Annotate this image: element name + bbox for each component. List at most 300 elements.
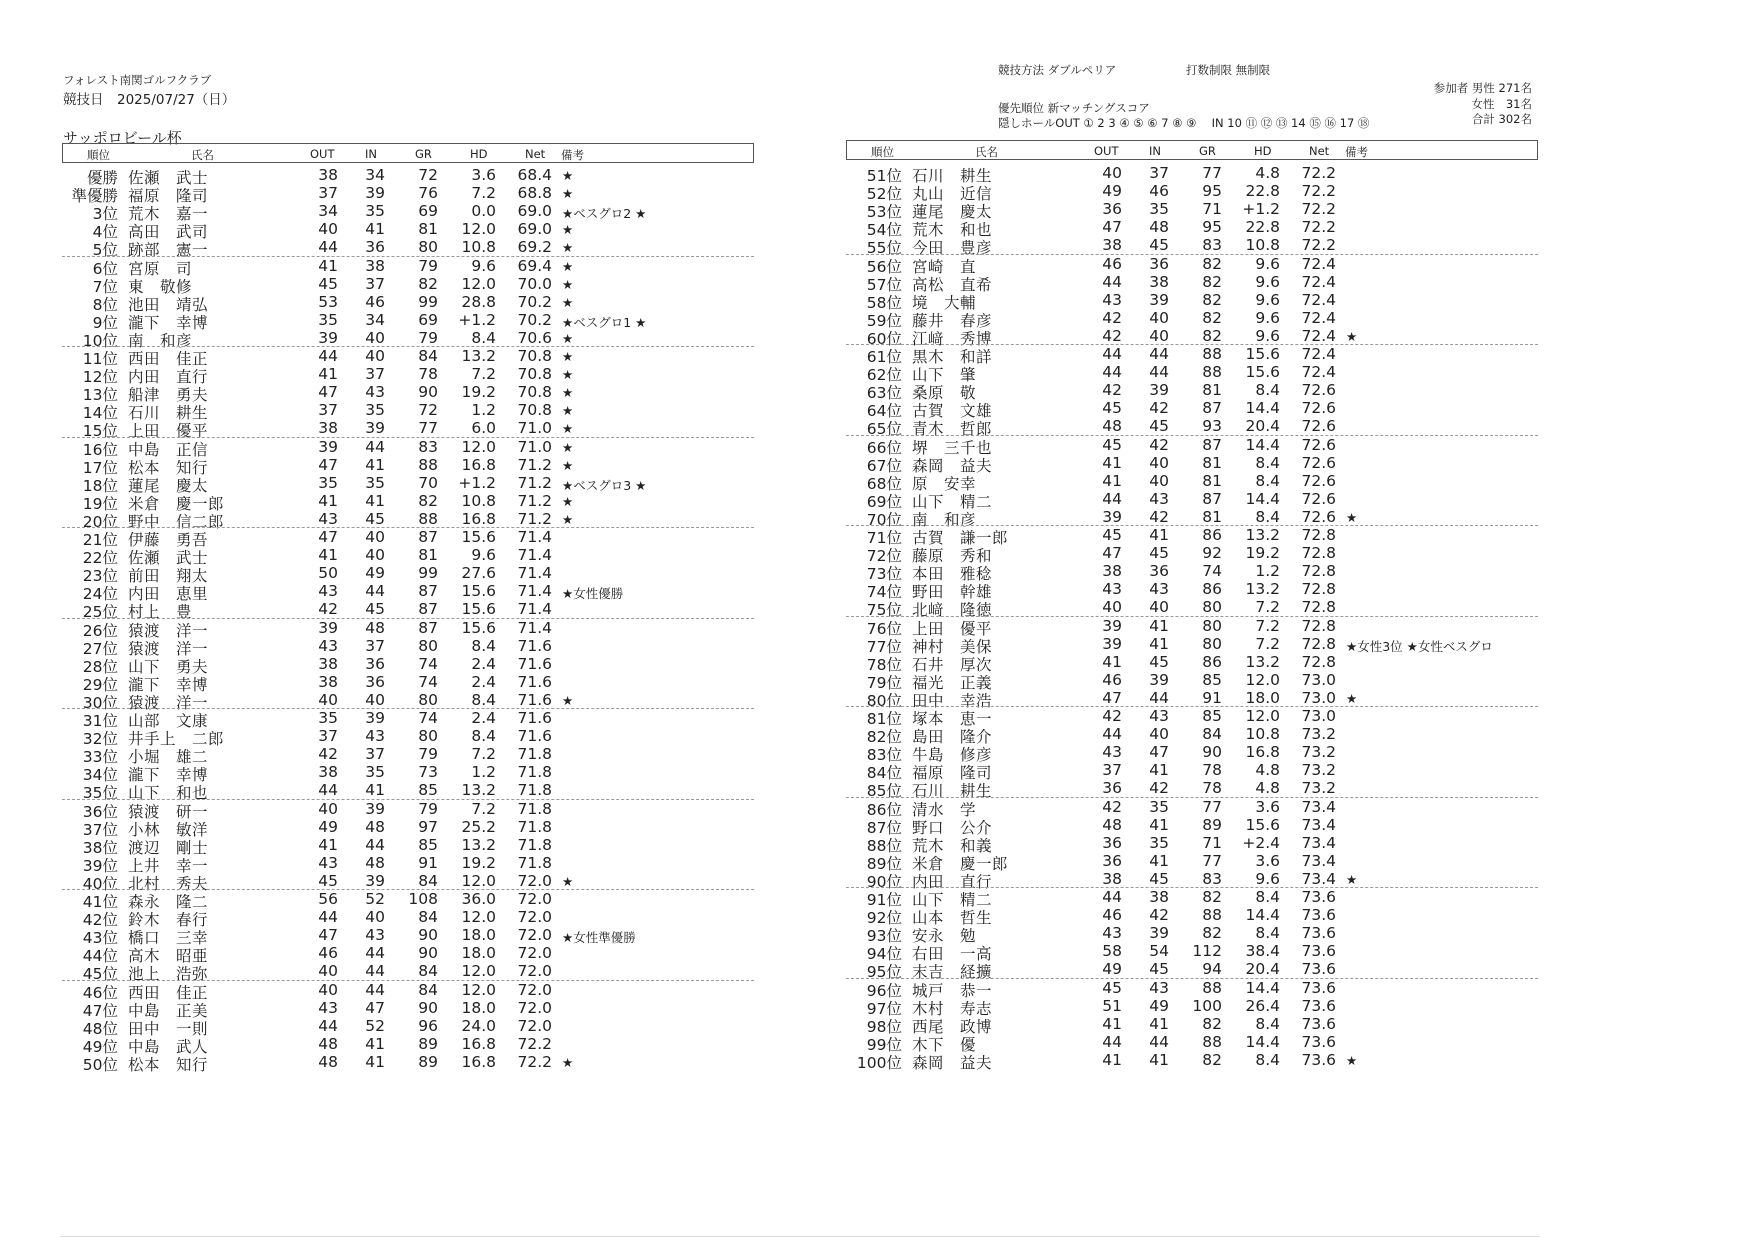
cell-hd: 2.4 bbox=[471, 654, 496, 673]
table-row bbox=[62, 637, 762, 657]
table-row bbox=[62, 619, 762, 639]
cell-hd: 14.4 bbox=[1245, 435, 1280, 454]
cell-in: 46 bbox=[365, 292, 385, 311]
cell-hd: 16.8 bbox=[1245, 743, 1280, 762]
cell-hd: 14.4 bbox=[1245, 1032, 1280, 1051]
cell-out: 44 bbox=[1102, 489, 1122, 508]
cell-out: 43 bbox=[1102, 580, 1122, 599]
cell-name: 島田 隆介 bbox=[912, 728, 993, 747]
cell-hd: 1.2 bbox=[471, 763, 496, 782]
cell-out: 43 bbox=[318, 853, 338, 872]
cell-in: 39 bbox=[1149, 290, 1169, 309]
table-row bbox=[62, 999, 762, 1019]
cell-net: 71.6 bbox=[517, 690, 552, 709]
cell-in: 40 bbox=[365, 347, 385, 365]
cell-out: 36 bbox=[1102, 833, 1122, 852]
cell-net: 73.4 bbox=[1301, 851, 1336, 870]
cell-name: 丸山 近信 bbox=[912, 185, 993, 204]
cell-gr: 91 bbox=[418, 853, 438, 872]
cell-net: 73.6 bbox=[1301, 888, 1336, 906]
cell-out: 45 bbox=[1102, 978, 1122, 997]
cell-in: 39 bbox=[365, 419, 385, 438]
cell-out: 44 bbox=[318, 781, 338, 800]
cell-hd: 12.0 bbox=[1245, 707, 1280, 725]
cell-gr: 85 bbox=[1202, 670, 1222, 689]
table-row bbox=[62, 709, 762, 729]
cell-name: 猿渡 洋一 bbox=[128, 639, 209, 658]
cell-gr: 80 bbox=[418, 636, 438, 655]
cell-in: 35 bbox=[365, 202, 385, 221]
cell-note: ★ bbox=[562, 240, 574, 256]
cell-net: 70.8 bbox=[517, 383, 552, 402]
cell-gr: 77 bbox=[1202, 164, 1222, 182]
cell-net: 73.2 bbox=[1301, 779, 1336, 798]
cell-gr: 82 bbox=[1202, 924, 1222, 943]
cell-out: 48 bbox=[1102, 815, 1122, 834]
cell-net: 72.6 bbox=[1301, 471, 1336, 490]
table-row bbox=[846, 761, 1546, 781]
table-row bbox=[62, 438, 762, 458]
cell-hd: 8.4 bbox=[471, 727, 496, 746]
cell-rank: 81位 bbox=[866, 710, 902, 728]
cell-net: 72.0 bbox=[517, 926, 552, 945]
cell-out: 45 bbox=[1102, 399, 1122, 418]
cell-in: 44 bbox=[1149, 363, 1169, 382]
table-row bbox=[846, 544, 1546, 564]
table-row bbox=[846, 924, 1546, 944]
cell-gr: 82 bbox=[1202, 888, 1222, 906]
cell-in: 35 bbox=[365, 473, 385, 492]
table-row bbox=[62, 311, 762, 331]
cell-out: 47 bbox=[1102, 544, 1122, 563]
col-in: IN bbox=[365, 147, 377, 161]
cell-net: 71.2 bbox=[517, 473, 552, 492]
cell-rank: 21位 bbox=[82, 531, 118, 549]
cell-gr: 82 bbox=[418, 274, 438, 293]
cell-hd: 16.8 bbox=[461, 455, 496, 474]
table-row bbox=[62, 528, 762, 548]
cell-gr: 88 bbox=[1202, 345, 1222, 363]
cell-gr: 81 bbox=[1202, 507, 1222, 526]
cell-rank: 14位 bbox=[82, 404, 118, 423]
cell-out: 43 bbox=[318, 636, 338, 655]
cell-hd: 10.8 bbox=[461, 238, 496, 257]
cell-name: 佐瀬 武士 bbox=[128, 169, 209, 187]
cell-name: 石川 耕生 bbox=[912, 167, 993, 185]
cell-hd: 13.2 bbox=[461, 347, 496, 365]
cell-in: 43 bbox=[365, 383, 385, 402]
cell-in: 40 bbox=[1149, 725, 1169, 744]
cell-out: 36 bbox=[1102, 851, 1122, 870]
cell-in: 40 bbox=[1149, 326, 1169, 345]
table-row bbox=[846, 707, 1546, 727]
table-row bbox=[62, 854, 762, 874]
cell-in: 41 bbox=[1149, 815, 1169, 834]
cell-gr: 90 bbox=[418, 998, 438, 1017]
cell-out: 39 bbox=[318, 437, 338, 456]
cell-out: 37 bbox=[318, 184, 338, 203]
table-row bbox=[846, 834, 1546, 854]
cell-gr: 100 bbox=[1192, 996, 1222, 1015]
cell-name: 松本 知行 bbox=[128, 458, 209, 477]
cell-gr: 87 bbox=[418, 582, 438, 601]
cell-net: 72.8 bbox=[1301, 598, 1336, 617]
table-row bbox=[846, 399, 1546, 419]
cell-gr: 85 bbox=[418, 835, 438, 854]
cell-rank: 87位 bbox=[866, 818, 902, 837]
cell-name: 堺 三千也 bbox=[912, 438, 993, 457]
cell-out: 39 bbox=[318, 328, 338, 347]
cell-net: 72.6 bbox=[1301, 417, 1336, 436]
cell-hd: 9.6 bbox=[1255, 272, 1280, 291]
cell-name: 野中 信二郎 bbox=[128, 512, 225, 531]
cell-in: 37 bbox=[1149, 164, 1169, 182]
cell-note: ★ bbox=[562, 222, 574, 238]
left-table-header bbox=[62, 143, 754, 163]
cell-name: 石川 耕生 bbox=[128, 404, 209, 423]
cell-rank: 36位 bbox=[82, 802, 118, 821]
cell-out: 41 bbox=[318, 546, 338, 565]
cell-rank: 59位 bbox=[866, 311, 902, 330]
table-row bbox=[846, 743, 1546, 763]
cell-note: ★ bbox=[1346, 328, 1358, 344]
cell-name: 境 大輔 bbox=[912, 293, 977, 312]
cell-name: 蓮尾 慶太 bbox=[912, 203, 993, 222]
cell-rank: 97位 bbox=[866, 999, 902, 1018]
cell-rank: 32位 bbox=[82, 730, 118, 749]
cell-out: 44 bbox=[1102, 272, 1122, 291]
cell-rank: 92位 bbox=[866, 909, 902, 928]
cell-gr: 83 bbox=[418, 437, 438, 456]
cell-name: 石川 耕生 bbox=[912, 782, 993, 801]
cell-net: 72.2 bbox=[1301, 164, 1336, 182]
cell-gr: 84 bbox=[418, 962, 438, 981]
cell-out: 38 bbox=[318, 763, 338, 782]
cell-name: 蓮尾 慶太 bbox=[128, 476, 209, 495]
cell-rank: 48位 bbox=[82, 1019, 118, 1038]
cell-out: 44 bbox=[1102, 363, 1122, 382]
cell-gr: 78 bbox=[1202, 761, 1222, 780]
cell-name: 荒木 和也 bbox=[912, 221, 993, 240]
cell-gr: 83 bbox=[1202, 236, 1222, 255]
cell-name: 安永 勉 bbox=[912, 927, 977, 946]
cell-gr: 87 bbox=[418, 528, 438, 546]
cell-out: 46 bbox=[318, 944, 338, 963]
cell-hd: 13.2 bbox=[1245, 652, 1280, 671]
cell-gr: 86 bbox=[1202, 580, 1222, 599]
cell-out: 51 bbox=[1102, 996, 1122, 1015]
cell-out: 36 bbox=[1102, 779, 1122, 798]
cell-hd: 9.6 bbox=[1255, 254, 1280, 273]
cell-name: 塚本 恵一 bbox=[912, 710, 993, 728]
cell-in: 45 bbox=[365, 509, 385, 528]
cell-hd: 0.0 bbox=[471, 202, 496, 221]
participants-total: 合計 302名 bbox=[1471, 112, 1532, 126]
cell-net: 71.6 bbox=[517, 672, 552, 691]
cell-net: 70.8 bbox=[517, 347, 552, 365]
cell-in: 52 bbox=[365, 1016, 385, 1035]
cell-note: ★ bbox=[562, 873, 574, 889]
cell-out: 42 bbox=[1102, 797, 1122, 816]
cell-in: 35 bbox=[1149, 833, 1169, 852]
cell-net: 70.6 bbox=[517, 328, 552, 347]
cell-gr: 87 bbox=[1202, 399, 1222, 418]
cell-in: 37 bbox=[365, 274, 385, 293]
cell-hd: 3.6 bbox=[1255, 797, 1280, 816]
cell-hd: 8.4 bbox=[471, 328, 496, 347]
cell-out: 41 bbox=[1102, 1014, 1122, 1033]
cell-name: 中島 武人 bbox=[128, 1037, 209, 1056]
cell-in: 40 bbox=[365, 690, 385, 709]
cell-hd: 9.6 bbox=[1255, 869, 1280, 888]
cell-in: 40 bbox=[365, 546, 385, 565]
cell-gr: 71 bbox=[1202, 200, 1222, 219]
cell-in: 46 bbox=[1149, 182, 1169, 201]
cell-rank: 28位 bbox=[82, 657, 118, 676]
cell-hd: 24.0 bbox=[461, 1016, 496, 1035]
cell-hd: 15.6 bbox=[461, 582, 496, 601]
cell-name: 神村 美保 bbox=[912, 637, 993, 656]
cell-rank: 82位 bbox=[866, 728, 902, 747]
cell-in: 35 bbox=[1149, 797, 1169, 816]
cell-name: 上田 優平 bbox=[912, 619, 993, 638]
cell-net: 72.8 bbox=[1301, 652, 1336, 671]
cell-name: 宮崎 直 bbox=[912, 257, 977, 276]
cell-name: 高木 昭亜 bbox=[128, 947, 209, 966]
cell-out: 49 bbox=[1102, 182, 1122, 201]
cell-name: 桑原 敬 bbox=[912, 384, 977, 403]
cell-name: 小堀 雄二 bbox=[128, 748, 209, 767]
cell-net: 71.2 bbox=[517, 509, 552, 528]
cell-name: 山下 精二 bbox=[912, 492, 993, 511]
cell-rank: 80位 bbox=[866, 691, 902, 710]
table-row bbox=[846, 436, 1546, 456]
cell-net: 70.0 bbox=[517, 274, 552, 293]
cell-out: 47 bbox=[318, 528, 338, 546]
cell-in: 41 bbox=[1149, 526, 1169, 544]
cell-out: 44 bbox=[1102, 725, 1122, 744]
cell-hd: 14.4 bbox=[1245, 399, 1280, 418]
cell-gr: 95 bbox=[1202, 182, 1222, 201]
cell-in: 35 bbox=[365, 401, 385, 420]
table-row bbox=[846, 997, 1546, 1017]
table-row bbox=[62, 745, 762, 765]
cell-name: 野口 公介 bbox=[912, 818, 993, 837]
cell-gr: 88 bbox=[418, 509, 438, 528]
cell-name: 池田 靖弘 bbox=[128, 295, 209, 314]
cell-name: 松本 知行 bbox=[128, 1055, 209, 1074]
cell-name: 高松 直希 bbox=[912, 275, 993, 294]
cell-name: 山下 肇 bbox=[912, 366, 977, 385]
cell-net: 73.6 bbox=[1301, 1050, 1336, 1069]
table-row bbox=[846, 562, 1546, 582]
cell-hd: 8.4 bbox=[1255, 471, 1280, 490]
cell-name: 古賀 文雄 bbox=[912, 402, 993, 421]
cell-hd: +1.2 bbox=[1242, 200, 1280, 219]
table-row bbox=[62, 836, 762, 856]
cell-note: ★ bbox=[562, 421, 574, 437]
cell-net: 71.8 bbox=[517, 835, 552, 854]
cell-rank: 33位 bbox=[82, 748, 118, 767]
cell-rank: 88位 bbox=[866, 836, 902, 855]
cell-rank: 50位 bbox=[82, 1055, 118, 1074]
cell-net: 69.0 bbox=[517, 202, 552, 221]
cell-out: 41 bbox=[318, 835, 338, 854]
table-row bbox=[846, 906, 1546, 926]
cell-name: 木下 優 bbox=[912, 1035, 977, 1054]
col-net: Net bbox=[1309, 144, 1330, 158]
cell-rank: 91位 bbox=[866, 891, 902, 909]
cell-net: 71.4 bbox=[517, 546, 552, 565]
cell-in: 48 bbox=[365, 853, 385, 872]
cell-hd: 10.8 bbox=[461, 491, 496, 510]
cell-rank: 40位 bbox=[82, 874, 118, 893]
cell-out: 37 bbox=[1102, 761, 1122, 780]
cell-gr: 92 bbox=[1202, 544, 1222, 563]
col-hd: HD bbox=[1254, 144, 1272, 158]
cell-hd: 12.0 bbox=[461, 274, 496, 293]
cell-rank: 13位 bbox=[82, 386, 118, 405]
cell-in: 38 bbox=[1149, 272, 1169, 291]
cell-hd: 8.4 bbox=[1255, 453, 1280, 472]
club-name: フォレスト南関ゴルフクラブ bbox=[63, 73, 212, 87]
cell-net: 71.8 bbox=[517, 745, 552, 764]
cell-out: 38 bbox=[1102, 236, 1122, 255]
cell-net: 73.0 bbox=[1301, 707, 1336, 725]
cell-hd: 19.2 bbox=[1245, 544, 1280, 563]
cell-out: 39 bbox=[1102, 507, 1122, 526]
cell-in: 39 bbox=[1149, 381, 1169, 400]
cell-gr: 78 bbox=[418, 365, 438, 384]
cell-gr: 88 bbox=[418, 455, 438, 474]
cell-name: 福原 隆司 bbox=[912, 764, 993, 783]
table-row bbox=[846, 490, 1546, 510]
cell-out: 44 bbox=[318, 1016, 338, 1035]
table-row bbox=[846, 617, 1546, 637]
cell-net: 72.8 bbox=[1301, 580, 1336, 599]
cell-out: 58 bbox=[1102, 942, 1122, 961]
cell-net: 73.6 bbox=[1301, 996, 1336, 1015]
cell-name: 森永 隆二 bbox=[128, 893, 209, 911]
table-row bbox=[62, 220, 762, 240]
competition-method: 競技方法 ダブルペリア bbox=[998, 63, 1117, 77]
cell-name: 江﨑 秀博 bbox=[912, 329, 993, 348]
cell-out: 43 bbox=[1102, 743, 1122, 762]
cell-out: 42 bbox=[1102, 326, 1122, 345]
cell-out: 44 bbox=[1102, 888, 1122, 906]
cell-note: ★ bbox=[1346, 690, 1358, 706]
table-row bbox=[846, 942, 1546, 962]
cell-gr: 79 bbox=[418, 328, 438, 347]
cell-gr: 89 bbox=[418, 1052, 438, 1071]
cell-note: ★ bbox=[1346, 1052, 1358, 1068]
cell-net: 73.6 bbox=[1301, 1032, 1336, 1051]
cell-hd: 7.2 bbox=[1255, 634, 1280, 653]
cell-name: 北村 秀夫 bbox=[128, 874, 209, 893]
cell-rank: 3位 bbox=[92, 205, 118, 224]
table-row bbox=[846, 218, 1546, 238]
cell-rank: 64位 bbox=[866, 402, 902, 421]
cell-rank: 優勝 bbox=[86, 169, 118, 187]
cell-in: 41 bbox=[365, 1052, 385, 1071]
cell-out: 41 bbox=[1102, 652, 1122, 671]
cell-in: 43 bbox=[1149, 489, 1169, 508]
cell-out: 42 bbox=[1102, 707, 1122, 725]
cell-rank: 23位 bbox=[82, 567, 118, 586]
cell-net: 71.8 bbox=[517, 781, 552, 800]
cell-net: 73.6 bbox=[1301, 1014, 1336, 1033]
cell-out: 37 bbox=[318, 401, 338, 420]
cell-name: 藤井 春彦 bbox=[912, 311, 993, 330]
cell-in: 44 bbox=[1149, 345, 1169, 363]
cell-in: 48 bbox=[365, 618, 385, 637]
cell-name: 伊藤 勇吾 bbox=[128, 531, 209, 549]
cell-name: 野田 幹雄 bbox=[912, 583, 993, 602]
cell-net: 72.4 bbox=[1301, 254, 1336, 273]
cell-name: 黒木 和詳 bbox=[912, 348, 993, 366]
cell-gr: 82 bbox=[1202, 254, 1222, 273]
cell-net: 72.2 bbox=[517, 1052, 552, 1071]
cell-rank: 17位 bbox=[82, 458, 118, 477]
cell-gr: 84 bbox=[418, 347, 438, 365]
cell-gr: 87 bbox=[1202, 435, 1222, 454]
cell-gr: 69 bbox=[418, 202, 438, 221]
cell-hd: 36.0 bbox=[461, 890, 496, 908]
cell-net: 72.0 bbox=[517, 1016, 552, 1035]
cell-name: 荒木 和義 bbox=[912, 836, 993, 855]
cell-gr: 77 bbox=[1202, 797, 1222, 816]
cell-net: 69.0 bbox=[517, 220, 552, 239]
cell-out: 41 bbox=[318, 256, 338, 275]
cell-gr: 84 bbox=[1202, 725, 1222, 744]
cell-rank: 7位 bbox=[92, 277, 118, 296]
cell-name: 北﨑 隆徳 bbox=[912, 601, 993, 620]
cell-out: 45 bbox=[318, 871, 338, 890]
cell-rank: 56位 bbox=[866, 257, 902, 276]
cell-net: 72.2 bbox=[1301, 200, 1336, 219]
cell-out: 48 bbox=[318, 1052, 338, 1071]
cell-out: 40 bbox=[1102, 164, 1122, 182]
cell-gr: 80 bbox=[418, 690, 438, 709]
cell-hd: 20.4 bbox=[1245, 417, 1280, 436]
cell-hd: 18.0 bbox=[461, 926, 496, 945]
cell-note: ★ベスグロ2 ★ bbox=[562, 206, 647, 222]
cell-name: 森岡 益夫 bbox=[912, 456, 993, 475]
cell-name: 内田 恵里 bbox=[128, 585, 209, 604]
cell-gr: 87 bbox=[418, 618, 438, 637]
cell-in: 43 bbox=[365, 926, 385, 945]
cell-out: 38 bbox=[1102, 562, 1122, 581]
stroke-limit: 打数制限 無制限 bbox=[1186, 63, 1271, 77]
cell-gr: 88 bbox=[1202, 978, 1222, 997]
cell-rank: 9位 bbox=[92, 313, 118, 332]
cell-name: 中島 正信 bbox=[128, 440, 209, 459]
cell-hd: 26.4 bbox=[1245, 996, 1280, 1015]
cell-net: 71.8 bbox=[517, 799, 552, 818]
cell-net: 72.6 bbox=[1301, 435, 1336, 454]
table-row bbox=[846, 182, 1546, 202]
cell-gr: 79 bbox=[418, 256, 438, 275]
cell-name: 藤原 秀和 bbox=[912, 547, 993, 566]
cell-net: 72.2 bbox=[1301, 182, 1336, 201]
cell-in: 41 bbox=[1149, 634, 1169, 653]
table-row bbox=[62, 564, 762, 584]
cell-rank: 58位 bbox=[866, 293, 902, 312]
cell-name: 今田 豊彦 bbox=[912, 239, 993, 258]
table-row bbox=[846, 1051, 1546, 1071]
cell-hd: 3.6 bbox=[471, 166, 496, 184]
cell-hd: 2.4 bbox=[471, 709, 496, 727]
